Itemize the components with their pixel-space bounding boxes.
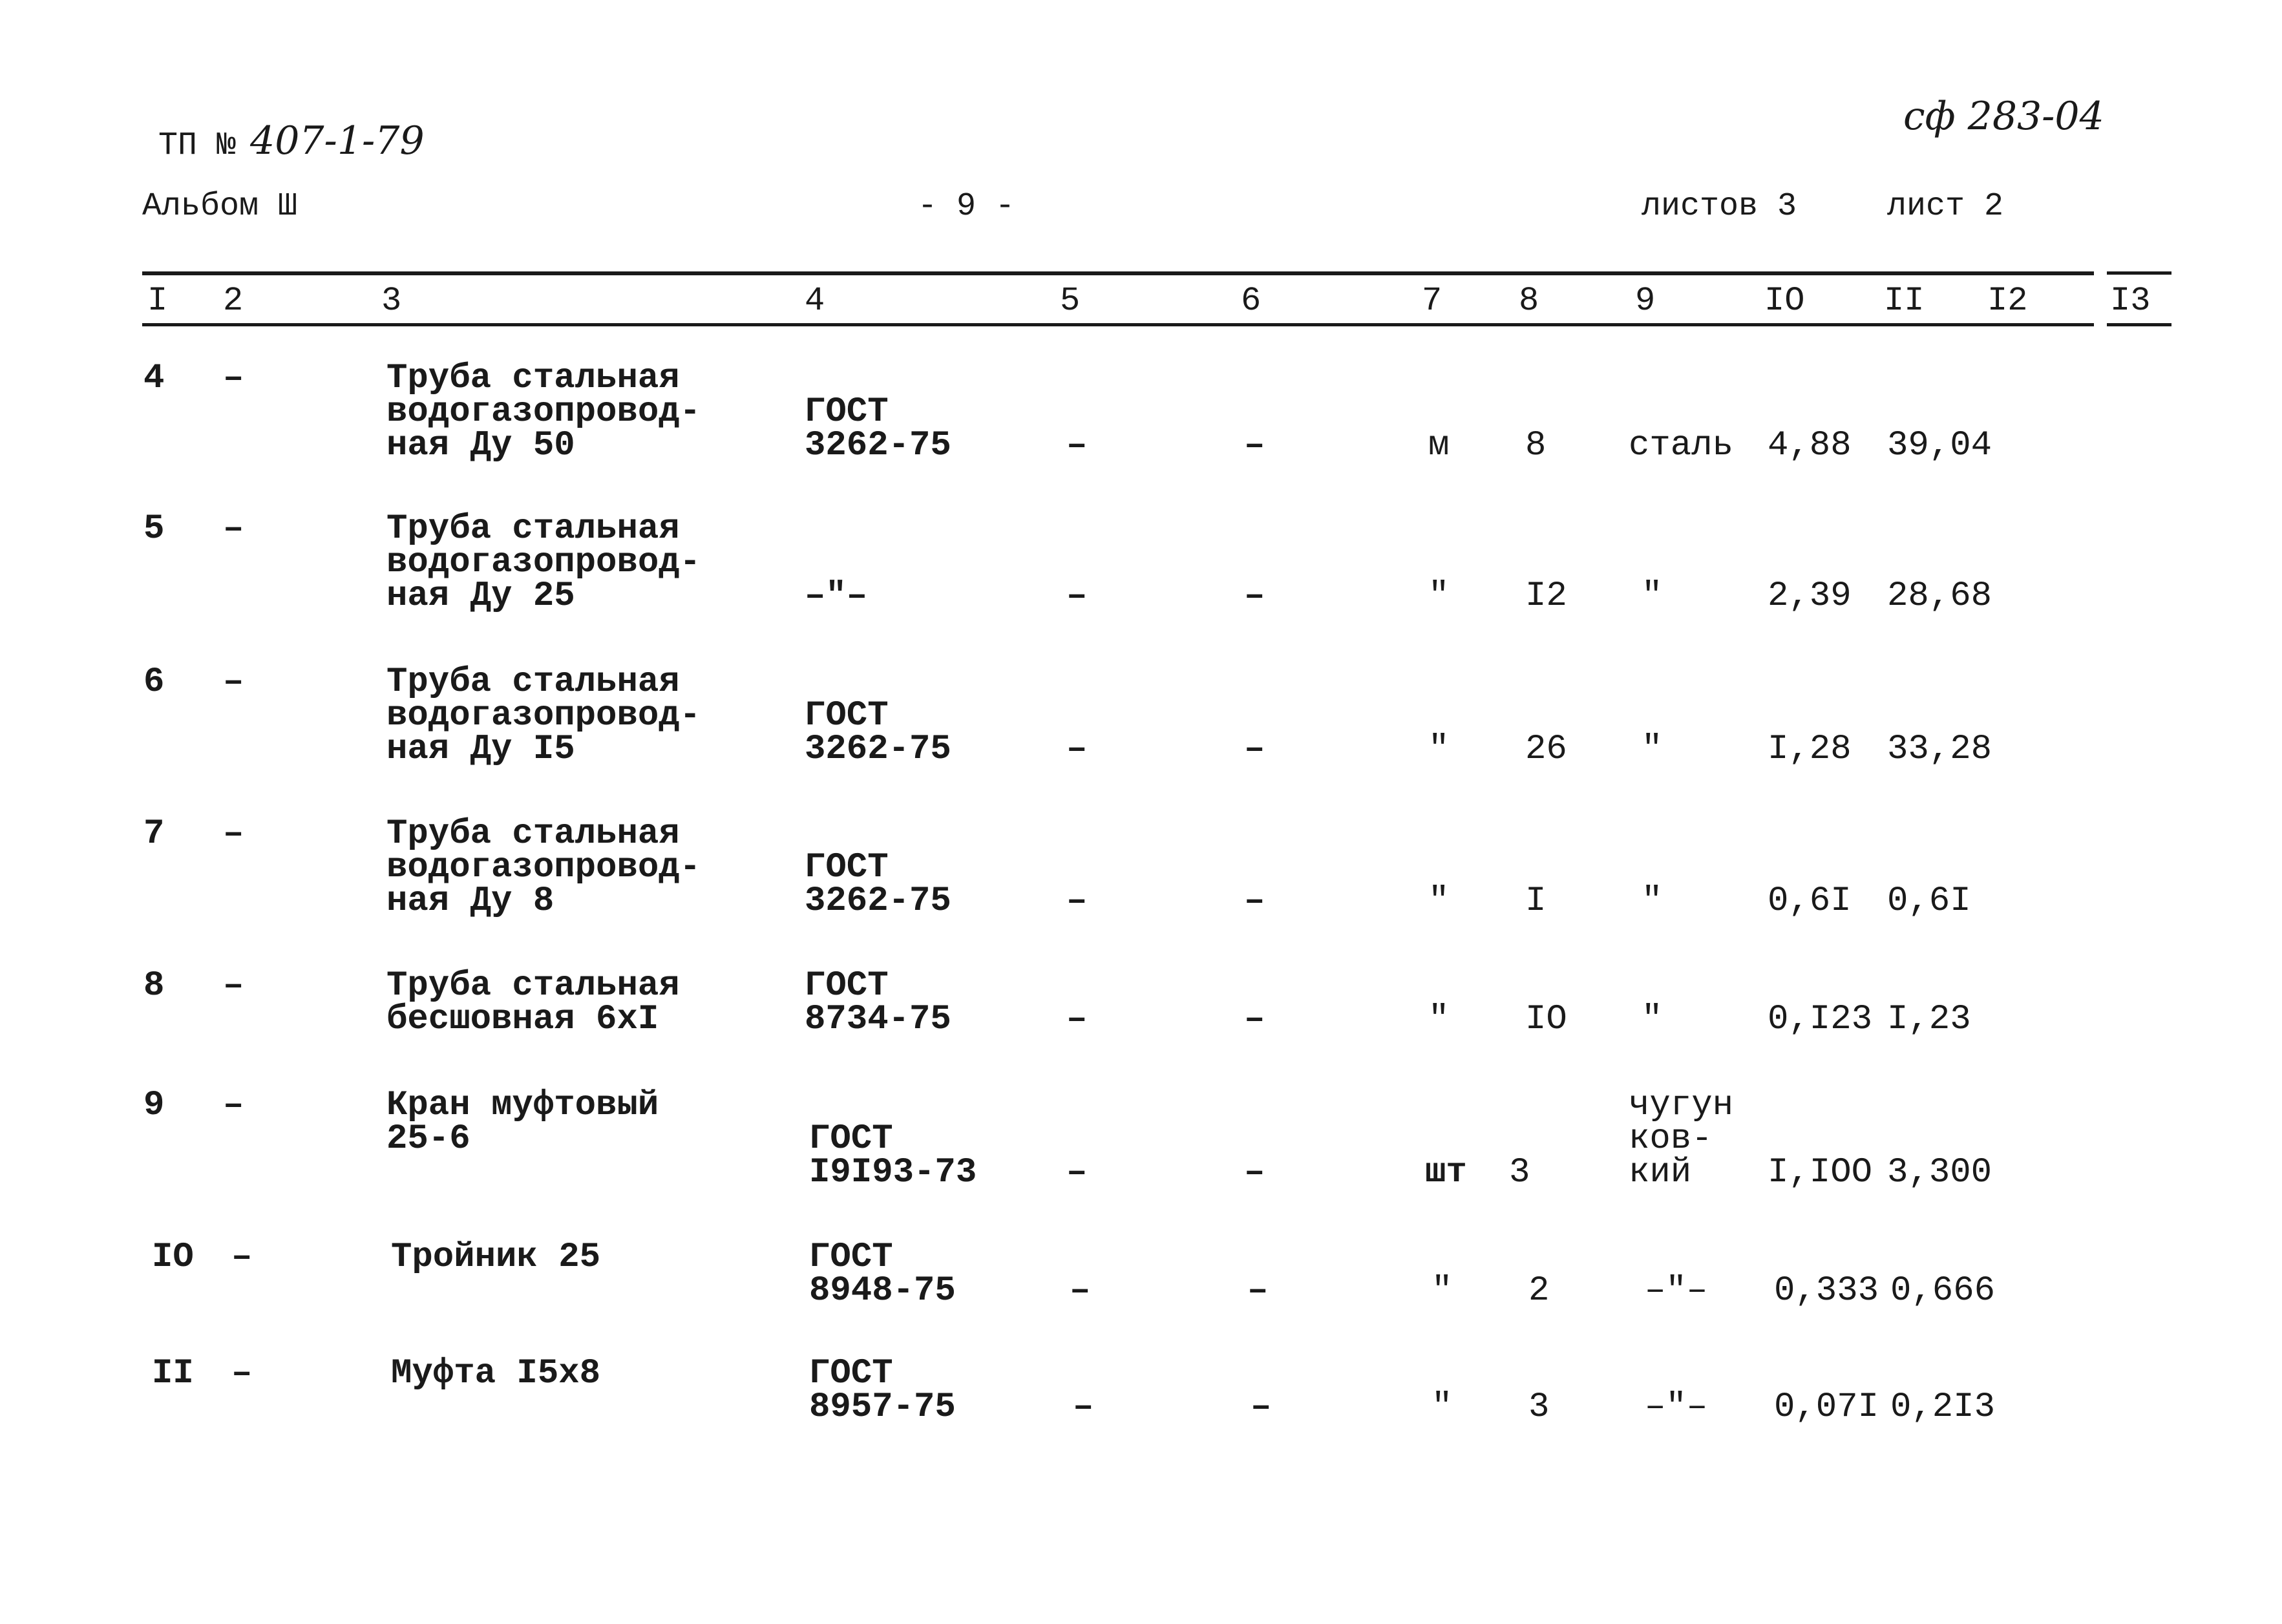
row-7-material: –"– — [1645, 1271, 1708, 1311]
col-header-10: IO — [1764, 282, 1805, 320]
row-6-unit-mass: I,IOO — [1768, 1153, 1873, 1192]
col-header-2: 2 — [223, 282, 244, 320]
row-7-standard: ГОСТ 8948-75 — [809, 1238, 956, 1311]
row-3-col2: – — [223, 662, 244, 702]
row-1-col6: – — [1244, 426, 1265, 465]
row-1-name: Труба стальная водогазопровод- ная Ду 50 — [386, 359, 701, 465]
row-5-col5: – — [1066, 1000, 1088, 1039]
row-8-col2: – — [231, 1354, 253, 1393]
row-4-col6: – — [1244, 881, 1265, 921]
row-7-unit: " — [1432, 1271, 1453, 1311]
row-4-col5: – — [1066, 881, 1088, 921]
project-number — [158, 118, 425, 164]
row-4-material: " — [1642, 881, 1663, 921]
tp-label: ТП № — [158, 127, 237, 164]
row-3-qty: 26 — [1525, 730, 1567, 769]
table-top-rule — [142, 271, 2094, 275]
row-8-pos: II — [152, 1354, 194, 1393]
row-3-total-mass: 33,28 — [1887, 730, 1992, 769]
col-header-4: 4 — [805, 282, 825, 320]
col-header-3: 3 — [381, 282, 402, 320]
row-7-qty: 2 — [1528, 1271, 1550, 1311]
row-1-col2: – — [223, 359, 244, 398]
col-header-8: 8 — [1519, 282, 1539, 320]
row-4-pos: 7 — [143, 814, 165, 854]
row-7-col5: – — [1070, 1271, 1091, 1311]
row-2-total-mass: 28,68 — [1887, 576, 1992, 616]
row-6-col6: – — [1244, 1153, 1265, 1192]
row-2-unit-mass: 2,39 — [1768, 576, 1852, 616]
page-number: - 9 - — [918, 188, 1015, 225]
row-8-name: Муфта I5х8 — [391, 1354, 601, 1393]
row-2-unit: " — [1428, 576, 1450, 616]
sheet-number: лист 2 — [1887, 188, 2004, 225]
row-6-total-mass: 3,300 — [1887, 1153, 1992, 1192]
row-5-col2: – — [223, 966, 244, 1006]
col-header-7: 7 — [1422, 282, 1442, 320]
row-2-col6: – — [1244, 576, 1265, 616]
sheets-count: листов 3 — [1642, 188, 1797, 225]
row-5-name: Труба стальная бесшовная 6хI — [386, 966, 680, 1039]
row-3-standard: ГОСТ 3262-75 — [805, 696, 951, 769]
row-4-unit: " — [1428, 881, 1450, 921]
row-8-col6: – — [1251, 1387, 1272, 1427]
row-3-unit-mass: I,28 — [1768, 730, 1852, 769]
row-5-total-mass: I,23 — [1887, 1000, 1971, 1039]
row-1-total-mass: 39,04 — [1887, 426, 1992, 465]
row-5-pos: 8 — [143, 966, 165, 1006]
row-5-standard: ГОСТ 8734-75 — [805, 966, 951, 1039]
row-8-qty: 3 — [1528, 1387, 1550, 1427]
row-7-col6: – — [1247, 1271, 1269, 1311]
row-2-qty: I2 — [1525, 576, 1567, 616]
row-8-unit: " — [1432, 1387, 1453, 1427]
col-header-13: I3 — [2110, 282, 2151, 320]
row-8-total-mass: 0,2I3 — [1890, 1387, 1996, 1427]
col-header-5: 5 — [1060, 282, 1081, 320]
row-7-unit-mass: 0,333 — [1774, 1271, 1879, 1311]
row-7-name: Тройник 25 — [391, 1238, 601, 1277]
row-7-pos: IO — [152, 1238, 194, 1277]
col-header-1: I — [147, 282, 168, 320]
row-1-unit-mass: 4,88 — [1768, 426, 1852, 465]
row-2-standard: –"– — [805, 576, 868, 616]
col-header-12: I2 — [1987, 282, 2028, 320]
row-2-name: Труба стальная водогазопровод- ная Ду 25 — [386, 509, 701, 616]
row-2-col2: – — [223, 509, 244, 549]
row-1-unit: м — [1428, 426, 1450, 465]
tp-number: 407-1-79 — [250, 118, 425, 163]
row-3-unit: " — [1428, 730, 1450, 769]
row-5-unit-mass: 0,I23 — [1768, 1000, 1873, 1039]
row-6-pos: 9 — [143, 1086, 165, 1125]
archive-stamp: сф 283-04 — [1903, 94, 2104, 139]
row-4-name: Труба стальная водогазопровод- ная Ду 8 — [386, 814, 701, 921]
row-3-name: Труба стальная водогазопровод- ная Ду I5 — [386, 662, 701, 769]
col-header-11: II — [1884, 282, 1925, 320]
table-top-rule-ext — [2107, 271, 2171, 275]
row-3-pos: 6 — [143, 662, 165, 702]
row-6-col2: – — [223, 1086, 244, 1125]
row-8-unit-mass: 0,07I — [1774, 1387, 1879, 1427]
row-2-pos: 5 — [143, 509, 165, 549]
row-1-standard: ГОСТ 3262-75 — [805, 392, 951, 465]
row-4-qty: I — [1525, 881, 1547, 921]
row-2-material: " — [1642, 576, 1663, 616]
row-1-col5: – — [1066, 426, 1088, 465]
row-7-total-mass: 0,666 — [1890, 1271, 1996, 1311]
row-3-col5: – — [1066, 730, 1088, 769]
row-6-qty: 3 — [1509, 1153, 1530, 1192]
row-6-material: чугун ков- кий — [1629, 1086, 1734, 1192]
row-3-material: " — [1642, 730, 1663, 769]
row-4-unit-mass: 0,6I — [1768, 881, 1852, 921]
row-5-col6: – — [1244, 1000, 1265, 1039]
row-5-qty: IO — [1525, 1000, 1567, 1039]
row-4-col2: – — [223, 814, 244, 854]
row-6-unit: шт — [1425, 1153, 1467, 1192]
row-1-material: сталь — [1629, 426, 1734, 465]
row-5-unit: " — [1428, 1000, 1450, 1039]
row-3-col6: – — [1244, 730, 1265, 769]
row-8-col5: – — [1073, 1387, 1094, 1427]
row-6-standard: ГОСТ I9I93-73 — [809, 1119, 977, 1192]
row-6-col5: – — [1066, 1153, 1088, 1192]
row-8-material: –"– — [1645, 1387, 1708, 1427]
row-4-standard: ГОСТ 3262-75 — [805, 848, 951, 921]
row-1-qty: 8 — [1525, 426, 1547, 465]
col-header-9: 9 — [1635, 282, 1656, 320]
row-6-name: Кран муфтовый 25-6 — [386, 1086, 659, 1159]
album-label: Альбом Ш — [142, 188, 298, 225]
col-header-6: 6 — [1241, 282, 1262, 320]
row-5-material: " — [1642, 1000, 1663, 1039]
row-8-standard: ГОСТ 8957-75 — [809, 1354, 956, 1427]
row-1-pos: 4 — [143, 359, 165, 398]
row-2-col5: – — [1066, 576, 1088, 616]
table-header-rule-ext — [2107, 323, 2171, 326]
row-7-col2: – — [231, 1238, 253, 1277]
row-4-total-mass: 0,6I — [1887, 881, 1971, 921]
table-header-rule — [142, 323, 2094, 326]
